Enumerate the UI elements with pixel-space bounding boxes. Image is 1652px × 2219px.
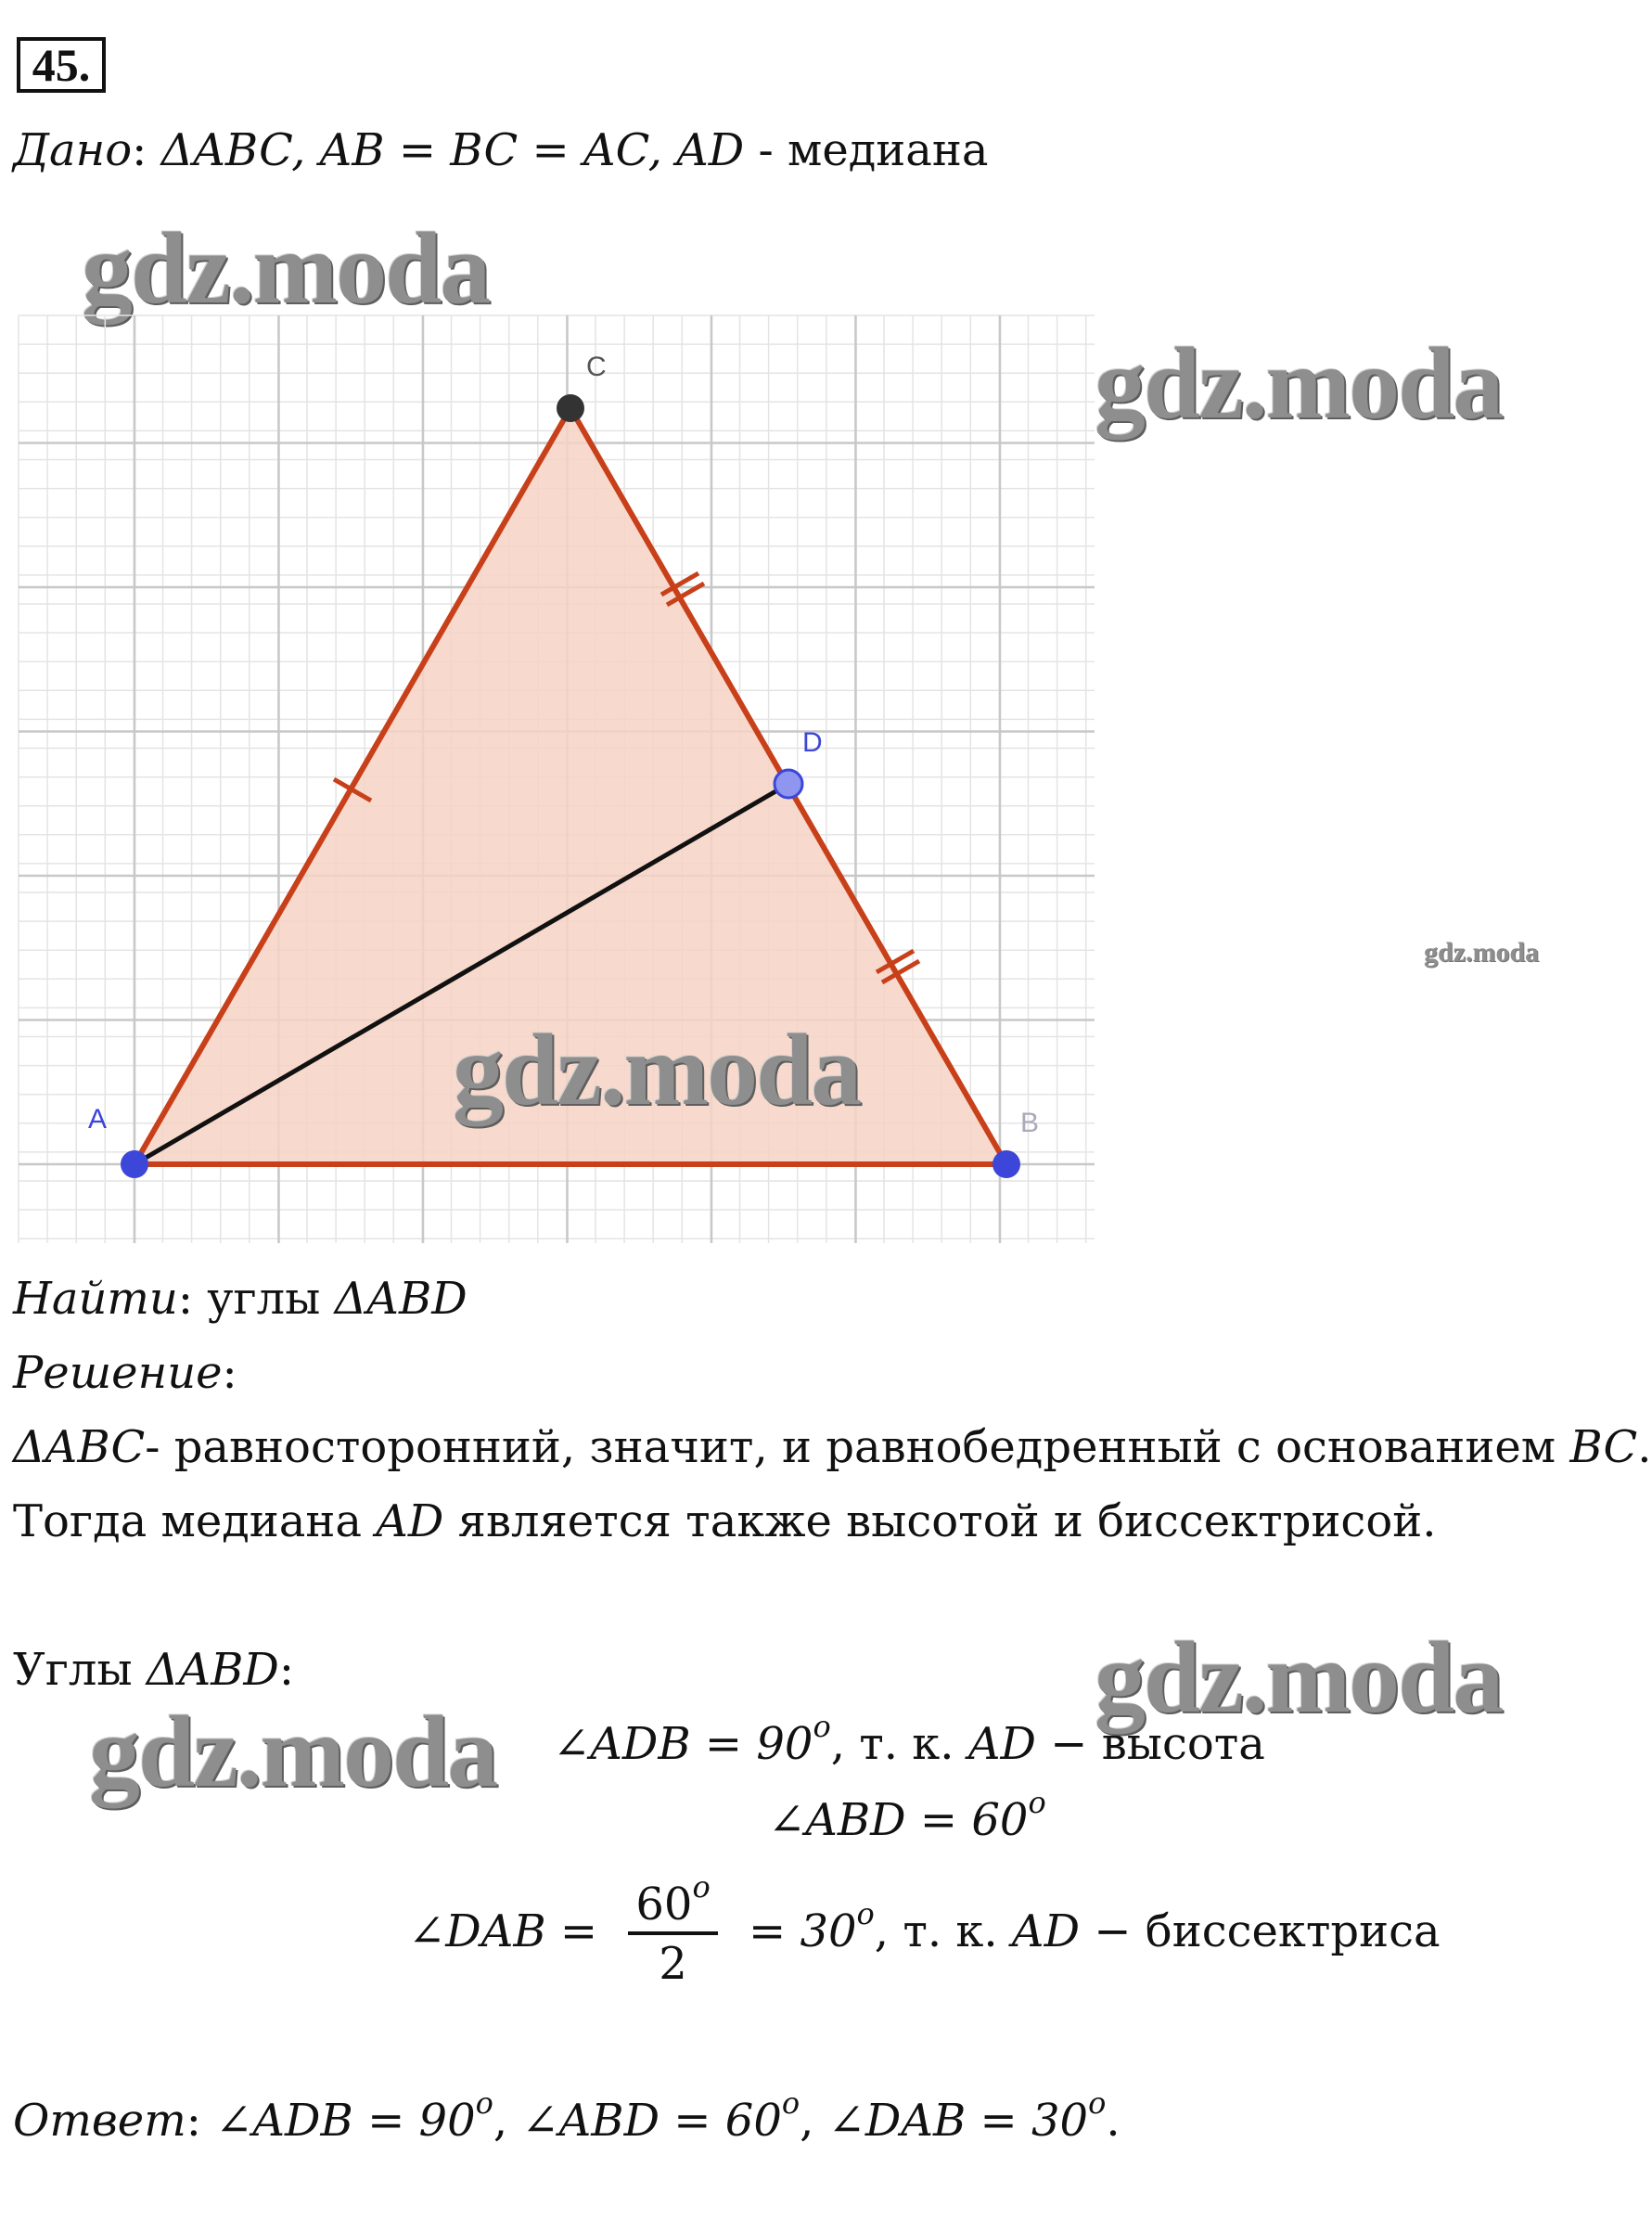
equation-3 [408,1868,1441,1993]
find-colon: : [177,1273,193,1325]
eq1-text-2: − высота [1035,1718,1265,1770]
line1-math-2: BC [1569,1421,1638,1473]
find-label: Найти [13,1273,178,1325]
eq1-math-2: AD [967,1718,1036,1770]
line1-text-2: . [1637,1421,1652,1473]
angles-title-math: ΔABD [146,1644,279,1696]
given-colon: : [132,124,147,176]
eq2-math: ∠ABD = 60 [768,1794,1029,1846]
given-math: ΔABC, AB = BC = AC, AD [160,124,745,176]
answer-sep-1: , [493,2095,522,2147]
watermark: gdz.moda [82,212,490,325]
line2-math-1: AD [376,1495,444,1547]
given-label: Дано [13,124,133,176]
eq3-text-1: , т. к. [874,1905,1012,1957]
answer-sep-2: , [800,2095,828,2147]
eq3-num-degree: o [692,1868,711,1905]
label-a: A [88,1104,108,1135]
equation-2 [768,1785,1046,1848]
eq1-math: ∠ADB = 90 [553,1718,813,1770]
answer-1: ∠ADB = 90 [215,2095,476,2147]
line1-math-1: ΔABC [13,1421,146,1473]
solution-heading [13,1345,237,1401]
angles-title [13,1642,294,1698]
answer-2-degree: o [781,2085,800,2121]
line1-text-1: - равносторонний, значит, и равнобедренный с основанием [145,1421,1570,1473]
point-a [121,1150,148,1178]
eq3-numerator [628,1868,717,1935]
find-math: ΔABD [334,1273,467,1325]
line2-text-1: Тогда медиана [13,1495,377,1547]
watermark: gdz.moda [1095,1621,1503,1734]
answer-end: . [1106,2095,1121,2147]
find-text: углы [193,1273,335,1325]
angles-title-colon: : [278,1644,295,1696]
solution-line-1 [13,1419,1652,1475]
eq3-num-value: 60 [635,1878,693,1930]
eq3-math-1: ∠DAB = [408,1905,612,1957]
find-line [13,1271,467,1327]
label-b: B [1020,1108,1040,1138]
problem-number: 45. [17,37,106,93]
solution-label: Решение [13,1347,223,1399]
equation-1 [553,1709,1265,1772]
eq3-fraction [628,1868,717,1993]
answer-line [13,2085,1121,2148]
label-d: D [802,727,823,758]
answer-1-degree: o [475,2085,493,2121]
angles-title-text: Углы [13,1644,147,1696]
eq1-text-1: , т. к. [830,1718,968,1770]
answer-3-degree: o [1088,2085,1107,2121]
watermark: gdz.moda [1095,327,1503,440]
line2-text-2: является также высотой и биссектрисой. [443,1495,1437,1547]
watermark: gdz.moda [89,1695,497,1808]
solution-line-2 [13,1494,1436,1549]
eq3-math-3: AD [1011,1905,1081,1957]
eq3-denominator: 2 [659,1937,687,1990]
watermark: gdz.moda [453,1013,861,1126]
solution-colon: : [222,1347,237,1399]
label-c: C [586,352,607,382]
answer-colon: : [186,2095,201,2147]
watermark: gdz.moda [1424,937,1540,968]
answer-2: ∠ABD = 60 [521,2095,782,2147]
given-rest: - медиана [744,124,989,176]
eq1-degree: o [813,1709,831,1744]
eq3-degree: o [856,1896,875,1931]
point-b [992,1150,1020,1178]
answer-3: ∠DAB = 30 [827,2095,1089,2147]
answer-label: Ответ [13,2095,186,2147]
given-line [13,122,989,178]
eq2-degree: o [1028,1785,1046,1820]
eq3-math-2: = 30 [734,1905,857,1957]
point-c [557,394,584,422]
point-d [775,770,802,798]
eq3-text-2: − биссектриса [1080,1905,1441,1957]
